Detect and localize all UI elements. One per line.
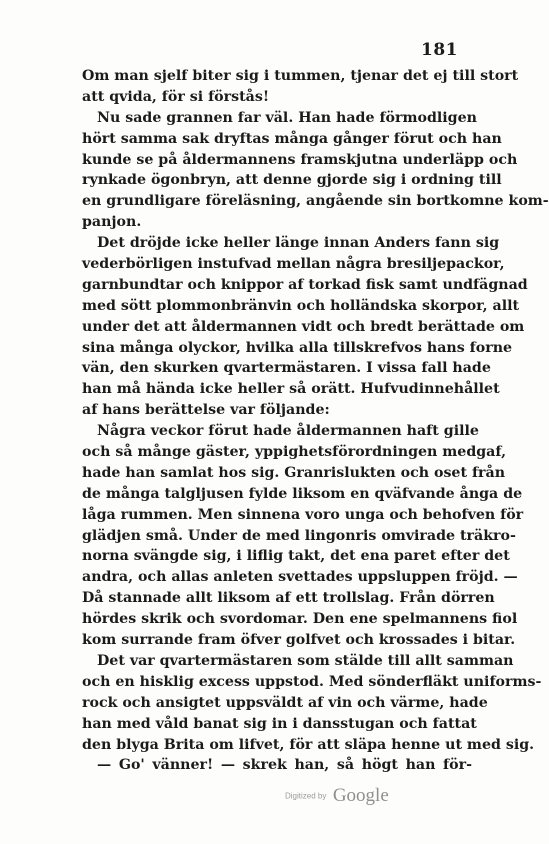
page-number: 181 — [421, 40, 458, 60]
text-line: kunde se på åldermannens framskjutna underläpp och — [82, 151, 518, 168]
text-line: att qvida, för si förstås! — [82, 88, 270, 105]
text-line: panjon. — [82, 214, 142, 231]
text-line: Det var qvartermästaren som stälde till allt samman — [97, 652, 514, 669]
text-line: Då stannade allt liksom af ett trollslag. Från dörren — [82, 590, 495, 607]
text-line: och en hisklig excess uppstod. Med sönderfläkt uniforms- — [82, 673, 542, 690]
text-line: glädjen små. Under de med lingonris omvirade träkro- — [82, 527, 516, 544]
digitized-watermark — [285, 785, 389, 807]
body-text — [82, 66, 549, 776]
text-line: den blyga Brita om lifvet, för att släpa henne ut med sig. — [82, 736, 535, 753]
watermark-prefix: Digitized by — [285, 791, 327, 801]
text-line: en grundligare föreläsning, angående sin bortkomne kom- — [82, 193, 549, 210]
text-line: andra, och allas anleten svettades uppsluppen fröjd. — — [82, 569, 518, 586]
text-line: sina många olyckor, hvilka alla tillskrefvos hans forne — [82, 339, 513, 356]
text-line: norna svängde sig, i liflig takt, det ena paret efter det — [82, 548, 510, 565]
text-line: han må hända icke heller så orätt. Hufvudinnehållet — [82, 381, 500, 398]
text-line: — Go' vänner! — skrek han, så högt han för- — [97, 757, 472, 774]
text-line: rynkade ögonbryn, att denne gjorde sig i ordning till — [82, 172, 502, 189]
text-line: han med våld banat sig in i dansstugan och fattat — [82, 715, 477, 732]
text-line: låga rummen. Men sinnena voro unga och behofven för — [82, 506, 524, 523]
text-line: hade han samlat hos sig. Granrislukten och oset från — [82, 464, 506, 481]
text-line: hördes skrik och svordomar. Den ene spelmannens fiol — [82, 611, 518, 628]
text-line: Om man sjelf biter sig i tummen, tjenar det ej till stort — [82, 68, 519, 84]
google-logo: Google — [332, 785, 389, 806]
text-line: under det att åldermannen vidt och bredt berättade om — [82, 318, 525, 335]
text-line: vederbörligen instufvad mellan några bresiljepackor, — [82, 256, 505, 273]
text-line: och så månge gäster, yppighetsförordningen medgaf, — [82, 444, 507, 461]
text-line: de många talgljusen fylde liksom en qväfvande ånga de — [82, 485, 523, 502]
text-line: garnbundtar och knippor af torkad fisk samt undfägnad — [82, 276, 528, 293]
text-line: kom surrande fram öfver golfvet och krossades i bitar. — [82, 632, 516, 649]
text-line: rock och ansigtet uppsväldt af vin och värme, hade — [82, 694, 488, 711]
text-line: Det dröjde icke heller länge innan Anders fann sig — [97, 235, 500, 252]
text-line: vän, den skurken qvartermästaren. I vissa fall hade — [82, 360, 491, 377]
text-line: med sött plommonbränvin och holländska skorpor, allt — [82, 297, 520, 314]
text-line: Nu sade grannen far väl. Han hade förmodligen — [97, 109, 477, 126]
text-line: Några veckor förut hade åldermannen haft gille — [97, 423, 479, 440]
text-line: af hans berättelse var följande: — [82, 402, 330, 419]
text-line: hört samma sak dryftas många gånger förut och han — [82, 130, 502, 147]
